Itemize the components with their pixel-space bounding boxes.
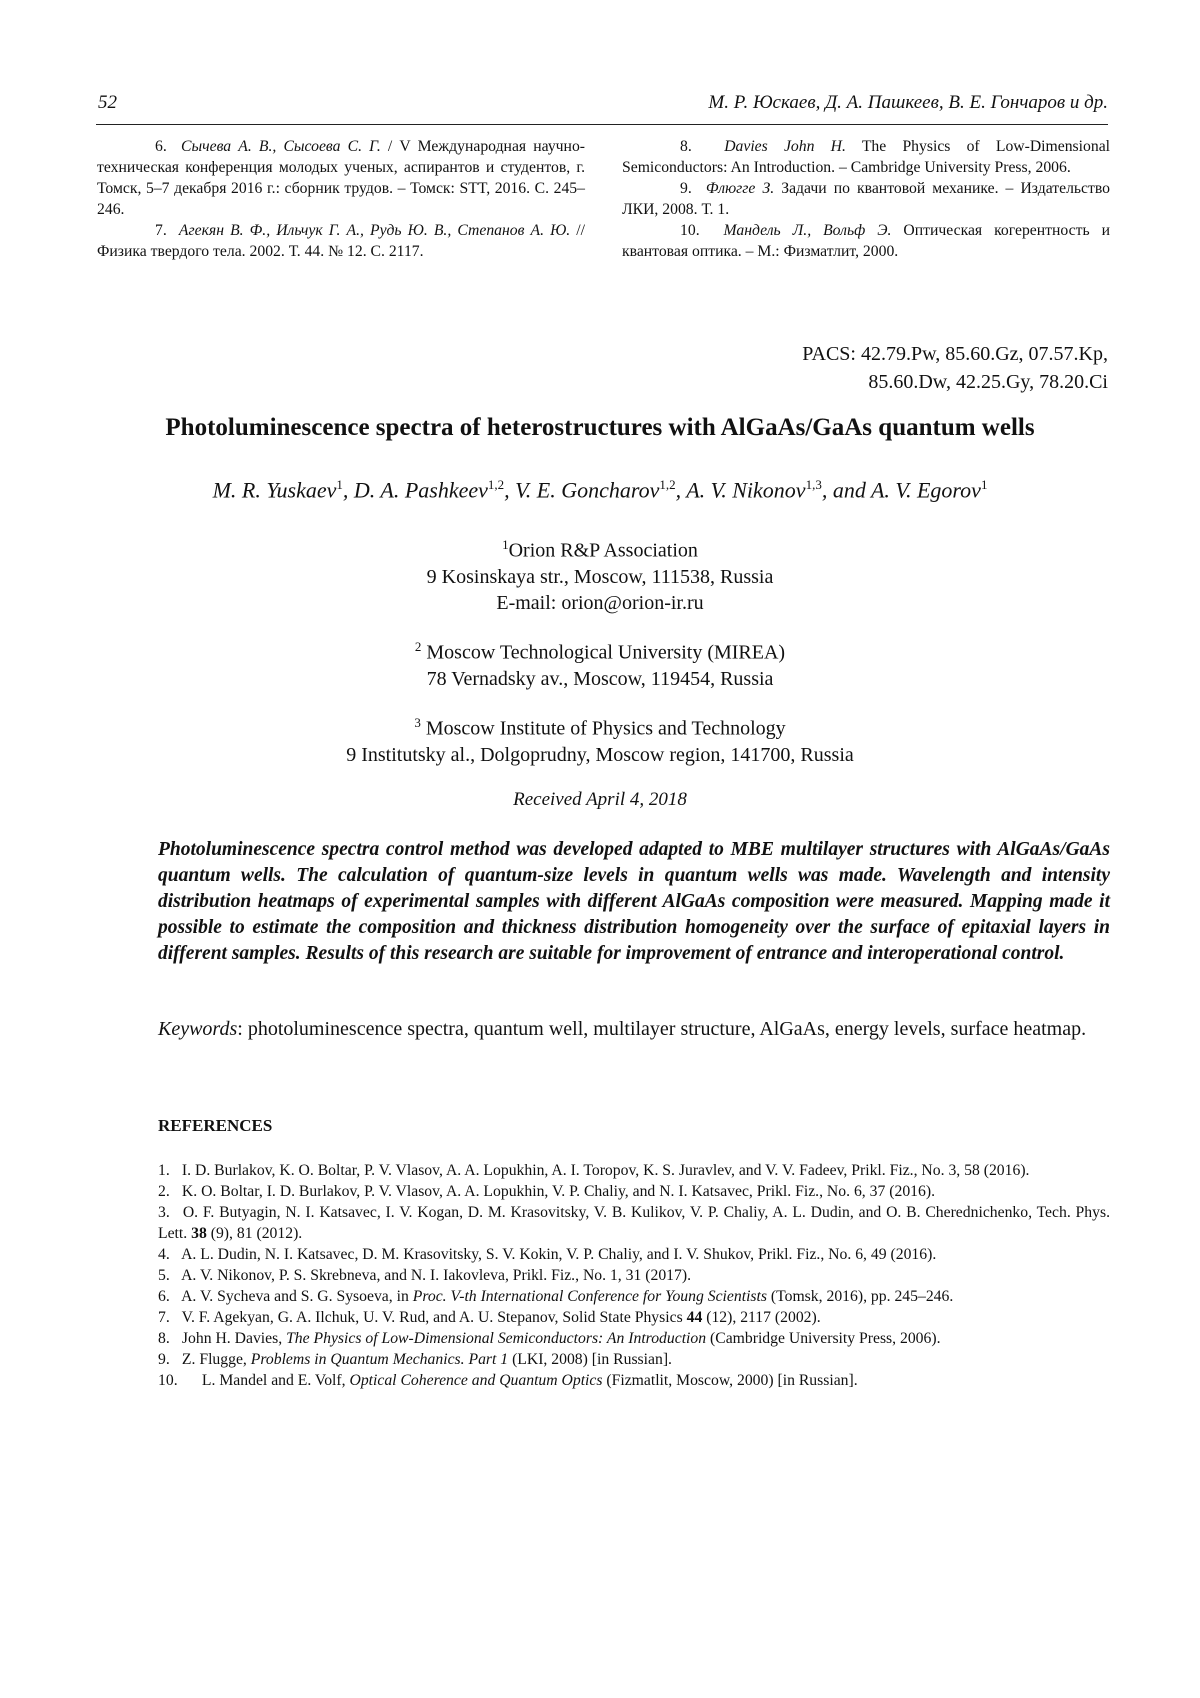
- abstract: Photoluminescence spectra control method was developed adapted to MBE multilayer structures with AlGaAs/GaAs quantum wells. The calculation of quantum-size levels in quantum wells was made. Wavelength and intensity distribution heatmaps of experimental samples with different AlGaAs composition were measured. Mapping made it possible to estimate the composition and thickness distribution homogeneity over the surface of epitaxial layers in different samples. Results of this research are suitable for improvement of entrance and interoperational control.: [158, 839, 1110, 964]
- author: V. E. Goncharov: [515, 477, 660, 503]
- prev-refs-right-column: [622, 136, 1110, 262]
- author-affiliation-mark: 1: [336, 477, 343, 492]
- author: A. V. Egorov: [870, 477, 981, 503]
- pacs-line: 85.60.Dw, 42.25.Gy, 78.20.Ci: [868, 371, 1108, 393]
- affiliation-org: Moscow Institute of Physics and Technology: [420, 717, 786, 740]
- affiliation-1: $^1$Orion R&P Association 9 Kosinskaya str., Moscow, 111538, Russia E-mail: orion@orion-ir.ru: [0, 532, 1200, 616]
- author: D. A. Pashkeev: [353, 477, 488, 503]
- reference-number: 9.: [158, 1351, 170, 1368]
- reference-item: 6. A. V. Sycheva and S. G. Sysoeva, in Proc. V-th International Conference for Young Scientists (Tomsk, 2016), pp. 245–246.: [158, 1288, 954, 1305]
- reference-item: 2. K. O. Boltar, I. D. Burlakov, P. V. Vlasov, A. A. Lopukhin, V. P. Chaliy, and N. I. Katsavec, Prikl. Fiz., No. 6, 37 (2016).: [158, 1183, 935, 1200]
- running-head: М. Р. Юскаев, Д. А. Пашкеев, В. Е. Гончаров и др.: [708, 92, 1108, 113]
- header-rule: [96, 124, 1108, 125]
- reference-number: 5.: [158, 1267, 170, 1284]
- author-affiliation-mark: 1,2: [659, 477, 676, 492]
- prev-refs-left-column: [97, 136, 585, 262]
- page-number: 52: [98, 92, 117, 113]
- reference-number: 2.: [158, 1183, 170, 1200]
- article-title: Photoluminescence spectra of heterostructures with AlGaAs/GaAs quantum wells: [165, 414, 1035, 441]
- affiliation-email[interactable]: E-mail: orion@orion-ir.ru: [496, 591, 704, 614]
- reference-number: 10.: [158, 1372, 178, 1389]
- prev-ref-item: 7. Агекян В. Ф., Ильчук Г. А., Рудь Ю. В., Степанов А. Ю. // Физика твердого тела. 2002. Т. 44. № 12. С. 2117.: [97, 222, 586, 260]
- reference-number: 3.: [158, 1204, 170, 1221]
- pacs-line: PACS: 42.79.Pw, 85.60.Gz, 07.57.Kp,: [802, 343, 1108, 365]
- received-date: Received April 4, 2018: [513, 789, 687, 810]
- keywords: [158, 1016, 1110, 1043]
- author-affiliation-mark: 1,3: [805, 477, 822, 492]
- keywords-label: Keywords: [158, 1018, 238, 1040]
- reference-list: [158, 1160, 1110, 1391]
- affiliation-org: Moscow Technological University (MIREA): [421, 641, 786, 664]
- reference-item: 4. A. L. Dudin, N. I. Katsavec, D. M. Krasovitsky, S. V. Kokin, V. P. Chaliy, and I. V. Shukov, Prikl. Fiz., No. 6, 49 (2016).: [158, 1246, 937, 1263]
- references-heading: REFERENCES: [158, 1116, 273, 1135]
- reference-number: 7.: [158, 1309, 170, 1326]
- reference-number: 8.: [158, 1330, 170, 1347]
- affiliation-address: 9 Kosinskaya str., Moscow, 111538, Russia: [426, 565, 774, 588]
- reference-item: 10. L. Mandel and E. Volf, Optical Coherence and Quantum Optics (Fizmatlit, Moscow, 2000) [in Russian].: [158, 1372, 858, 1389]
- reference-number: 4.: [158, 1246, 170, 1263]
- author: A. V. Nikonov: [686, 477, 806, 503]
- prev-ref-item: 10. Мандель Л., Вольф Э. Оптическая когерентность и квантовая оптика. – М.: Физматлит, 2000.: [622, 222, 1110, 260]
- reference-item: 1. I. D. Burlakov, K. O. Boltar, P. V. Vlasov, A. A. Lopukhin, A. I. Toropov, K. S. Juravlev, and V. V. Fadeev, Prikl. Fiz., No. 3, 58 (2016).: [158, 1162, 1030, 1179]
- author-affiliation-mark: 1: [980, 477, 988, 492]
- affiliation-2: $^2$ Moscow Technological University (MIREA) 78 Vernadsky av., Moscow, 119454, Russia: [0, 634, 1200, 692]
- author: M. R. Yuskaev: [212, 477, 337, 503]
- keywords-text: : photoluminescence spectra, quantum well, multilayer structure, AlGaAs, energy levels, surface heatmap.: [237, 1018, 1087, 1040]
- reference-item: 5. A. V. Nikonov, P. S. Skrebneva, and N. I. Iakovleva, Prikl. Fiz., No. 1, 31 (2017).: [158, 1267, 692, 1284]
- affiliation-3: $^3$ Moscow Institute of Physics and Technology 9 Institutsky al., Dolgoprudny, Moscow region, 141700, Russia: [0, 710, 1200, 768]
- author-list: M. R. Yuskaev$^1$, D. A. Pashkeev$^{1,2}$, V. E. Goncharov$^{1,2}$, A. V. Nikonov$^{1,3}$, and A. V. Egorov$^1$: [212, 477, 988, 503]
- affiliation-org: Orion R&P Association: [508, 539, 698, 562]
- reference-item: 3. O. F. Butyagin, N. I. Katsavec, I. V. Kogan, D. M. Krasovitsky, V. B. Kulikov, V. P. Chaliy, A. L. Dudin, and O. B. Cherednichenko, Tech. Phys. Lett. 38 (9), 81 (2012).: [158, 1204, 1110, 1242]
- prev-ref-item: 8. Davies John H. The Physics of Low-Dimensional Semiconductors: An Introduction. – Cambridge University Press, 2006.: [622, 138, 1111, 176]
- reference-item: 7. V. F. Agekyan, G. A. Ilchuk, U. V. Rud, and A. U. Stepanov, Solid State Physics 44 (12), 2117 (2002).: [158, 1309, 821, 1326]
- affiliation-address: 78 Vernadsky av., Moscow, 119454, Russia: [426, 667, 774, 690]
- author-affiliation-mark: 1,2: [487, 477, 505, 492]
- affiliation-address: 9 Institutsky al., Dolgoprudny, Moscow region, 141700, Russia: [346, 743, 854, 766]
- prev-ref-item: 9. Флюгге З. Задачи по квантовой механике. – Издательство ЛКИ, 2008. Т. 1.: [622, 180, 1111, 218]
- reference-item: 9. Z. Flugge, Problems in Quantum Mechanics. Part 1 (LKI, 2008) [in Russian].: [158, 1351, 672, 1368]
- reference-item: 8. John H. Davies, The Physics of Low-Dimensional Semiconductors: An Introduction (Cambridge University Press, 2006).: [158, 1330, 941, 1347]
- reference-number: 1.: [158, 1162, 170, 1179]
- prev-ref-item: 6. Сычева А. В., Сысоева С. Г. / V Международная научно-техническая конференция молодых ученых, аспирантов и студентов, г. Томск, 5–7 декабря 2016 г.: сборник трудов. – Томск: STT, 2016. С. 245–246.: [97, 138, 586, 218]
- reference-number: 6.: [158, 1288, 170, 1305]
- pacs-codes: [802, 340, 1108, 396]
